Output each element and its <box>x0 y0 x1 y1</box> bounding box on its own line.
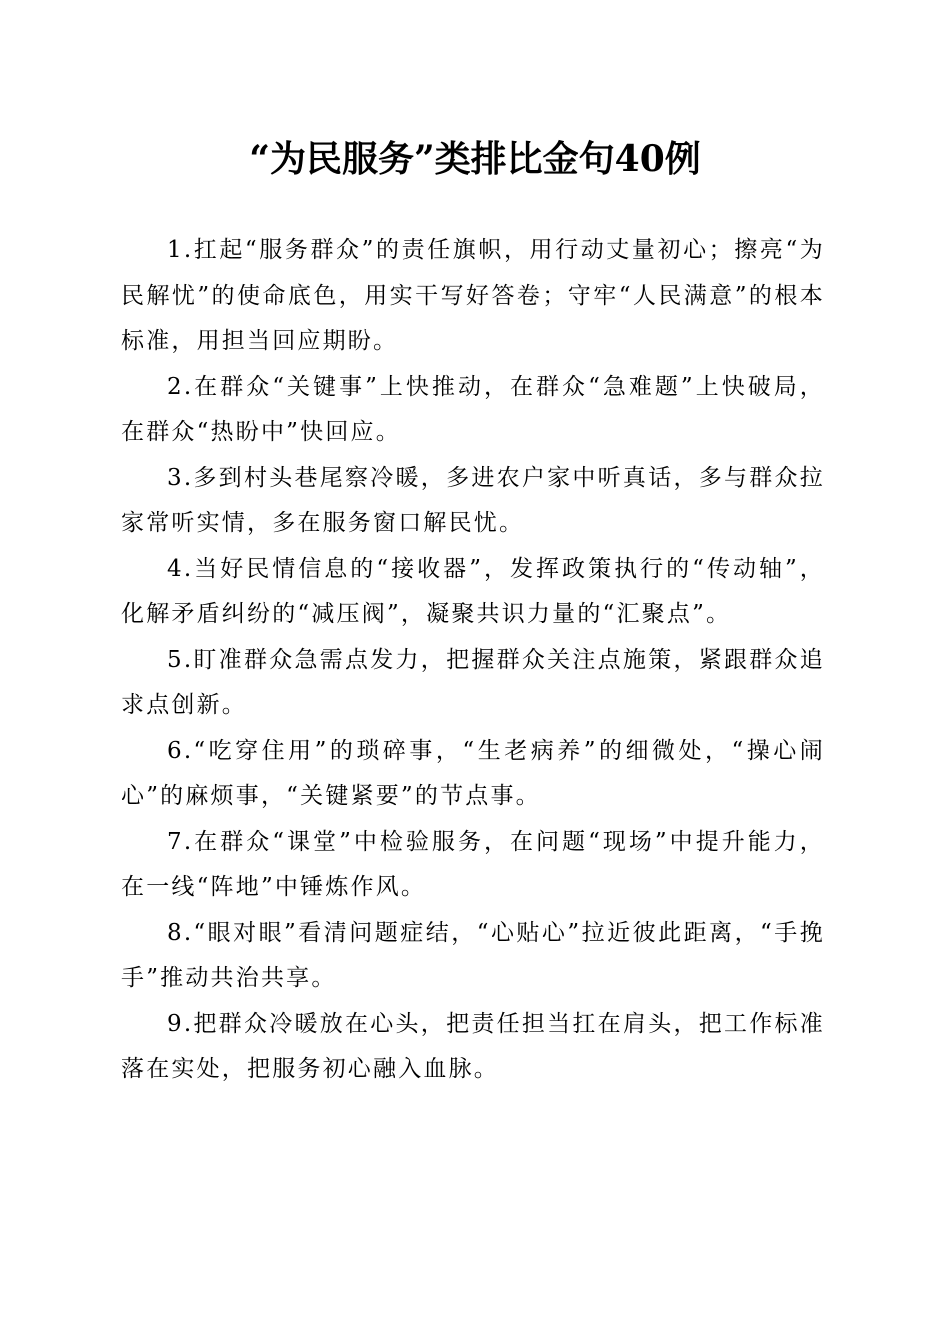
document-body <box>121 228 825 1093</box>
paragraph-3: 3.多到村头巷尾察冷暖，多进农户家中听真话，多与群众拉家常听实情，多在服务窗口解民忧。 <box>121 464 825 536</box>
paragraph-9: 9.把群众冷暖放在心头，把责任担当扛在肩头，把工作标准落在实处，把服务初心融入血脉。 <box>121 1010 825 1082</box>
paragraph-8: 8.“眼对眼”看清问题症结，“心贴心”拉近彼此距离，“手挽手”推动共治共享。 <box>121 919 825 991</box>
paragraph-6: 6.“吃穿住用”的琐碎事，“生老病养”的细微处，“操心闹心”的麻烦事，“关键紧要”的节点事。 <box>121 737 825 809</box>
paragraph-1: 1.扛起“服务群众”的责任旗帜，用行动丈量初心；擦亮“为民解忧”的使命底色，用实干写好答卷；守牢“人民满意”的根本标准，用担当回应期盼。 <box>121 237 825 354</box>
document-title: “为民服务”类排比金句40例 <box>249 138 701 180</box>
paragraph-5: 5.盯准群众急需点发力，把握群众关注点施策，紧跟群众追求点创新。 <box>121 646 825 718</box>
paragraph-7: 7.在群众“课堂”中检验服务，在问题“现场”中提升能力，在一线“阵地”中锤炼作风。 <box>121 828 825 900</box>
paragraph-2: 2.在群众“关键事”上快推动，在群众“急难题”上快破局，在群众“热盼中”快回应。 <box>121 373 825 445</box>
paragraph-4: 4.当好民情信息的“接收器”，发挥政策执行的“传动轴”，化解矛盾纠纷的“减压阀”，凝聚共识力量的“汇聚点”。 <box>121 555 825 627</box>
